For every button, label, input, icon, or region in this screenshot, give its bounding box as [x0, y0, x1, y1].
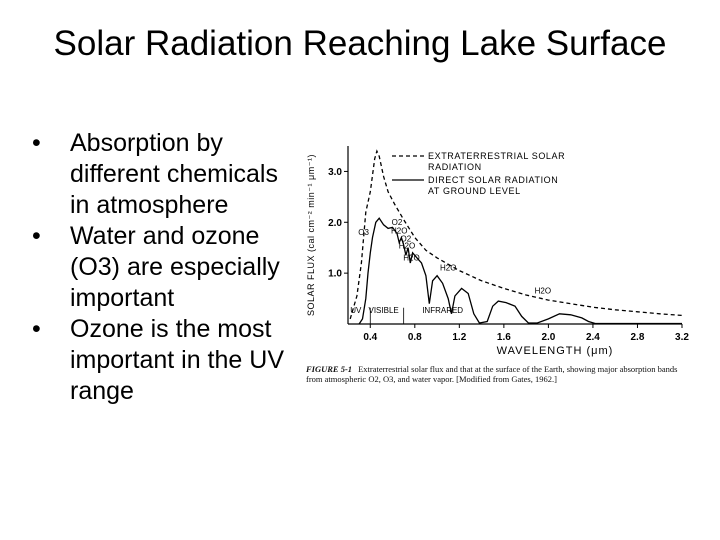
solar-flux-figure	[300, 132, 695, 402]
chart-annotation: VISIBLE	[368, 305, 399, 315]
solar-flux-chart	[300, 132, 695, 362]
bullet-dot-icon: •	[32, 222, 41, 250]
chart-annotation: UV	[350, 305, 362, 315]
x-tick-label: 0.8	[407, 332, 422, 343]
figure-label: FIGURE 5-1	[306, 364, 353, 374]
x-tick-label: 1.6	[496, 332, 511, 343]
chart-annotation: O2	[391, 217, 403, 227]
chart-annotation: O2	[400, 234, 412, 244]
bullet-text: Water and ozone (O3) are especially important	[70, 222, 280, 312]
bullet-dot-icon: •	[32, 129, 41, 157]
bullet-item	[28, 128, 290, 221]
chart-annotation: H2O	[398, 241, 416, 251]
bullet-dot-icon: •	[32, 315, 41, 343]
x-tick-label: 2.4	[585, 332, 600, 343]
y-tick-label: 3.0	[328, 166, 342, 178]
bullet-item	[28, 314, 290, 407]
slide-title: Solar Radiation Reaching Lake Surface	[53, 24, 667, 63]
y-axis-label: SOLAR FLUX (cal cm⁻² min⁻¹ μm⁻¹)	[306, 154, 316, 316]
chart-annotation: O3	[358, 228, 369, 237]
bullet-list	[28, 128, 290, 407]
x-tick-label: 3.2	[675, 332, 689, 343]
legend-entry: EXTRATERRESTRIAL SOLAR RADIATION	[428, 151, 566, 172]
y-tick-label: 1.0	[328, 268, 342, 280]
x-tick-label: 0.4	[363, 332, 378, 343]
legend-entry: DIRECT SOLAR RADIATION AT GROUND LEVEL	[428, 175, 559, 196]
chart-annotation: INFRARED	[422, 305, 464, 315]
chart-annotation: H2O	[439, 263, 457, 273]
bullet-text: Absorption by different chemicals in atmosphere	[70, 129, 278, 219]
bullet-item	[28, 221, 290, 314]
x-tick-label: 1.2	[452, 332, 467, 343]
x-tick-label: 2.0	[541, 332, 556, 343]
x-axis-label: WAVELENGTH (μm)	[496, 345, 614, 357]
bullet-text: Ozone is the most important in the UV range	[70, 315, 284, 405]
chart-annotation: H2O	[390, 226, 408, 236]
chart-annotation: H2O	[534, 286, 552, 296]
y-tick-label: 2.0	[328, 217, 342, 229]
figure-caption	[306, 364, 691, 384]
x-tick-label: 2.8	[630, 332, 645, 343]
chart-annotation: H2O	[403, 253, 420, 263]
figure-caption-text: Extraterrestrial solar flux and that at the surface of the Earth, showing major absorption bands from atmospheric O2, O3, and water vapor. [Modified from Gates, 1962.]	[306, 364, 678, 384]
